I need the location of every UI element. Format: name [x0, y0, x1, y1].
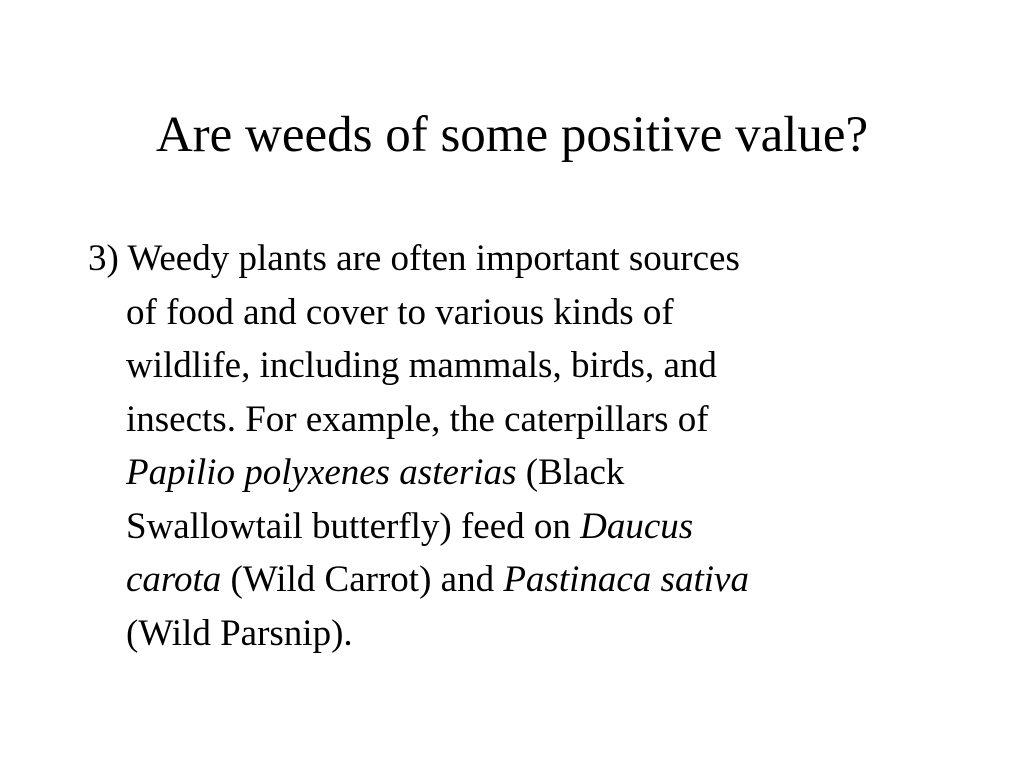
species-name: Pastinaca sativa — [503, 559, 749, 600]
body-text: of food and cover to various kinds of — [126, 291, 674, 333]
slide-title: Are weeds of some positive value? — [155, 107, 869, 163]
body-text: wildlife, including mammals, birds, and — [126, 345, 717, 386]
body-text: insects. For example, the caterpillars of — [126, 398, 709, 440]
body-line-5 — [88, 446, 918, 500]
body-line-4 — [88, 393, 918, 447]
body-text: (Black — [516, 452, 625, 493]
slide-body — [88, 232, 918, 660]
body-line-2 — [88, 286, 918, 340]
body-line-6 — [88, 500, 918, 554]
body-line-8 — [88, 607, 918, 661]
species-name: Papilio polyxenes asterias — [126, 452, 517, 493]
species-name: carota — [126, 559, 222, 600]
body-text: 3) Weedy plants are often important sources — [88, 238, 740, 279]
body-line-7 — [88, 553, 918, 607]
body-line-3 — [88, 339, 918, 393]
body-text: (Wild Carrot) and — [221, 559, 504, 600]
species-name: Daucus — [580, 505, 694, 547]
body-text: Swallowtail butterfly) feed on — [126, 505, 581, 547]
body-line-1 — [88, 232, 918, 286]
body-text: (Wild Parsnip). — [126, 612, 353, 654]
